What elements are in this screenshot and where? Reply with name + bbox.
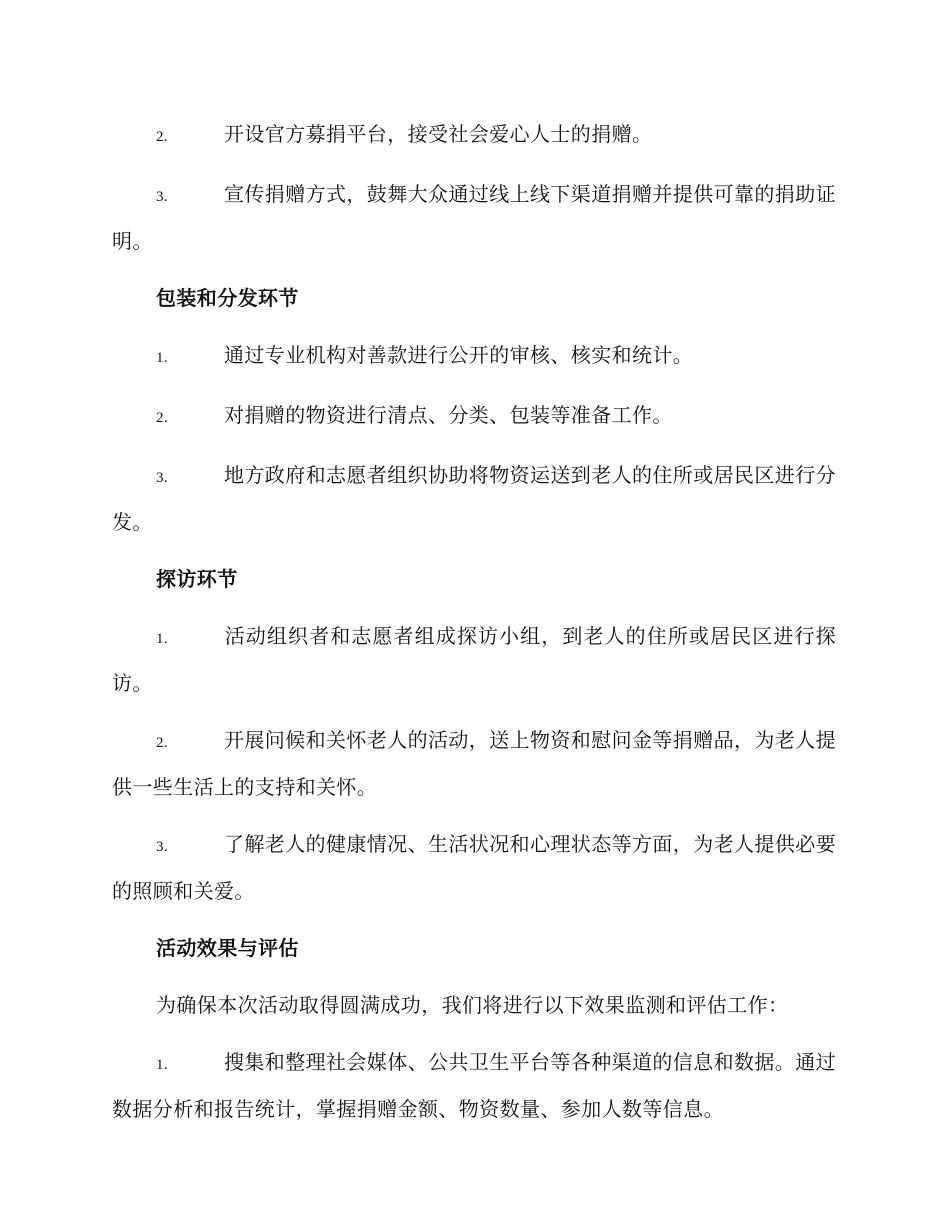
list-item (112, 718, 836, 809)
list-item (112, 614, 836, 705)
list-text: 宣传捐赠方式，鼓舞大众通过线上线下渠道捐赠并提供可靠的捐助证明。 (112, 182, 836, 253)
section-heading-visit: 探访环节 (156, 567, 238, 591)
list-number: 3. (156, 470, 169, 486)
list-number: 2. (156, 735, 169, 751)
list-item (112, 333, 836, 380)
list-number: 2. (156, 410, 169, 426)
list-number: 3. (156, 189, 169, 205)
list-number: 3. (156, 839, 169, 855)
list-text: 开设官方募捐平台，接受社会爱心人士的捐赠。 (224, 122, 653, 146)
list-text: 通过专业机构对善款进行公开的审核、核实和统计。 (224, 343, 694, 367)
list-text: 对捐赠的物资进行清点、分类、包装等准备工作。 (224, 403, 673, 427)
list-item (112, 393, 836, 440)
list-text: 搜集和整理社会媒体、公共卫生平台等各种渠道的信息和数据。通过数据分析和报告统计，掌握捐赠金额、物资数量、参加人数等信息。 (112, 1050, 836, 1121)
list-text: 活动组织者和志愿者组成探访小组，到老人的住所或居民区进行探访。 (112, 624, 836, 695)
list-text: 地方政府和志愿者组织协助将物资运送到老人的住所或居民区进行分发。 (112, 463, 836, 534)
section-heading-packaging: 包装和分发环节 (156, 286, 299, 310)
section-heading-evaluation: 活动效果与评估 (156, 936, 299, 960)
list-text: 开展问候和关怀老人的活动，送上物资和慰问金等捐赠品，为老人提供一些生活上的支持和关怀。 (112, 728, 836, 799)
list-number: 2. (156, 129, 169, 145)
list-item (112, 822, 836, 913)
list-item (112, 453, 836, 544)
list-item (112, 172, 836, 263)
document-body (112, 112, 836, 1131)
evaluation-intro: 为确保本次活动取得圆满成功，我们将进行以下效果监测和评估工作： (156, 993, 789, 1017)
list-item (112, 112, 836, 159)
list-item (112, 1040, 836, 1131)
list-number: 1. (156, 631, 169, 647)
list-number: 1. (156, 1057, 169, 1073)
list-text: 了解老人的健康情况、生活状况和心理状态等方面，为老人提供必要的照顾和关爱。 (112, 832, 836, 903)
list-number: 1. (156, 350, 169, 366)
